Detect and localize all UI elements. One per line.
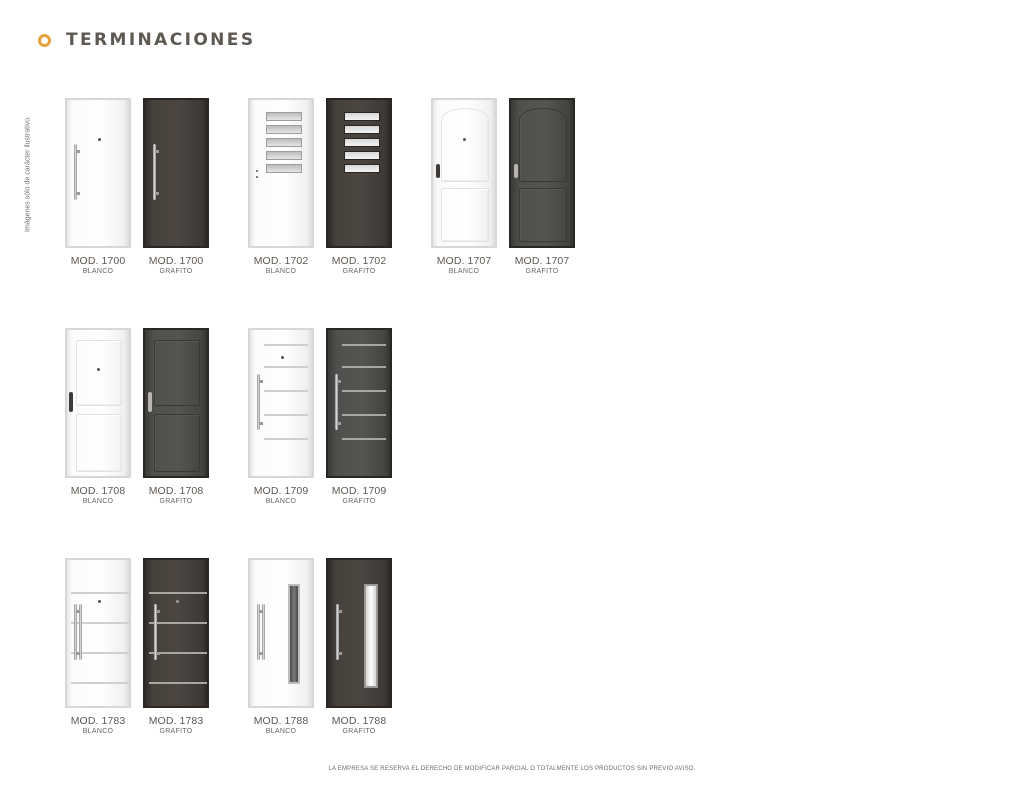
section-header	[38, 30, 255, 50]
door-image	[509, 98, 575, 248]
door-finish-label: GRAFITO	[159, 268, 193, 275]
door-image	[326, 98, 392, 248]
page-title: TERMINACIONES	[66, 30, 256, 50]
door-model-label: MOD. 1700	[148, 255, 204, 267]
door-finish-label: GRAFITO	[342, 728, 376, 735]
door-finish-label: BLANCO	[265, 268, 297, 275]
door-model-label: MOD. 1700	[70, 255, 126, 267]
door-model-label: MOD. 1709	[331, 485, 387, 497]
door-model-label: MOD. 1783	[148, 715, 204, 727]
door-model-label: MOD. 1702	[253, 255, 309, 267]
door-model-label: MOD. 1788	[331, 715, 387, 727]
door-image	[431, 98, 497, 248]
door-finish-label: GRAFITO	[342, 268, 376, 275]
door-finish-label: GRAFITO	[159, 498, 193, 505]
legal-footer: LA EMPRESA SE RESERVA EL DERECHO DE MODIFICAR PARCIAL O TOTALMENTE LOS PRODUCTOS SIN PREVIO AVISO.	[328, 766, 696, 772]
door-model-label: MOD. 1707	[436, 255, 492, 267]
door-model-label: MOD. 1788	[253, 715, 309, 727]
door-image	[143, 328, 209, 478]
illustrative-disclaimer: Imágenes sólo de carácter ilustrativo.	[24, 116, 32, 232]
door-image	[65, 98, 131, 248]
door-image	[143, 98, 209, 248]
door-model-label: MOD. 1702	[331, 255, 387, 267]
door-model-label: MOD. 1707	[514, 255, 570, 267]
door-finish-label: GRAFITO	[159, 728, 193, 735]
door-finish-label: GRAFITO	[342, 498, 376, 505]
door-image	[248, 328, 314, 478]
door-image	[65, 558, 131, 708]
door-finish-label: BLANCO	[82, 728, 114, 735]
door-finish-label: BLANCO	[448, 268, 480, 275]
door-model-label: MOD. 1708	[148, 485, 204, 497]
door-finish-label: BLANCO	[265, 498, 297, 505]
door-image	[326, 558, 392, 708]
door-finish-label: BLANCO	[265, 728, 297, 735]
door-finish-label: BLANCO	[82, 498, 114, 505]
door-model-label: MOD. 1783	[70, 715, 126, 727]
door-finish-label: BLANCO	[82, 268, 114, 275]
door-image	[143, 558, 209, 708]
door-model-label: MOD. 1709	[253, 485, 309, 497]
door-image	[248, 98, 314, 248]
door-image	[248, 558, 314, 708]
door-finish-label: GRAFITO	[525, 268, 559, 275]
circle-bullet-icon	[38, 34, 51, 47]
door-model-label: MOD. 1708	[70, 485, 126, 497]
door-image	[326, 328, 392, 478]
door-image	[65, 328, 131, 478]
